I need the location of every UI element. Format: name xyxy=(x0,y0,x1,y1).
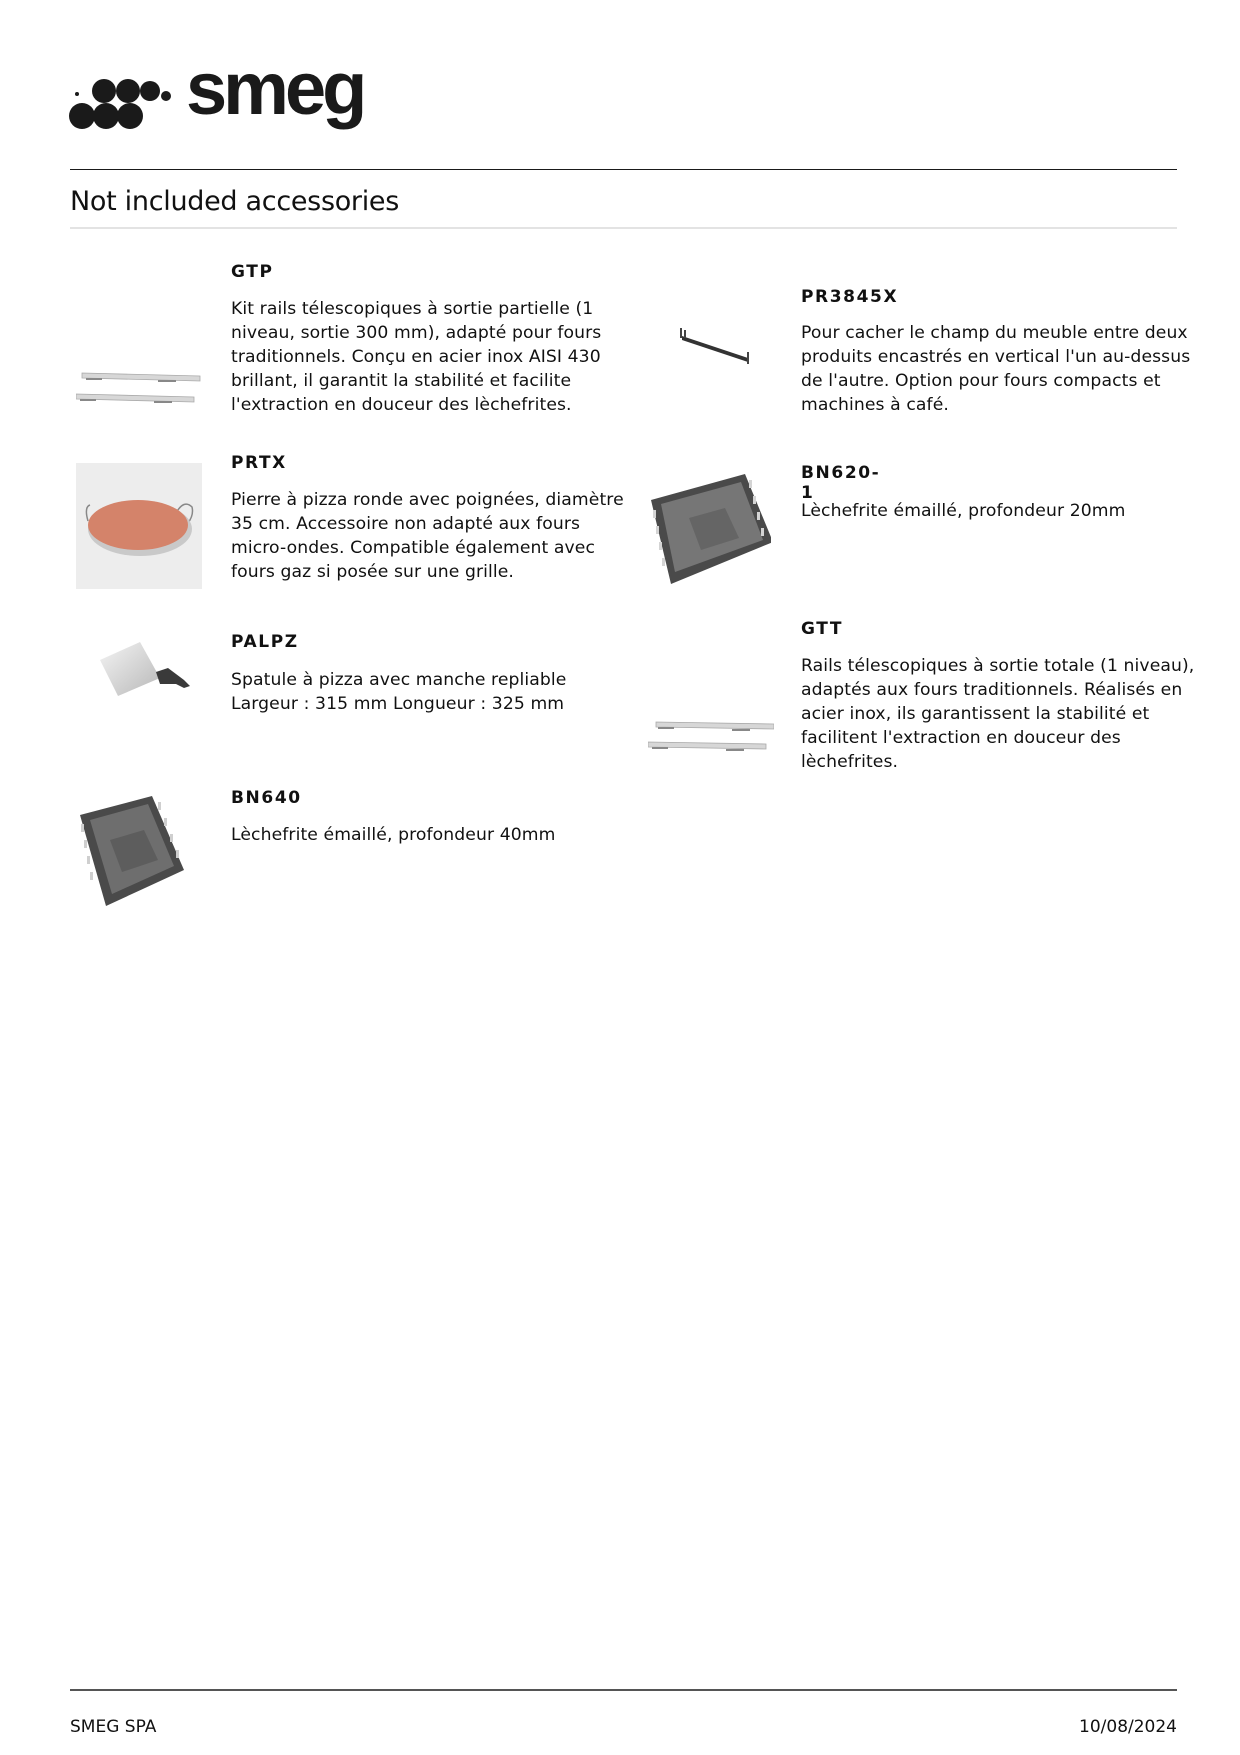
accessory-description: Lèchefrite émaillé, profondeur 20mm xyxy=(801,501,1126,521)
accessory-code: BN640 xyxy=(231,788,302,808)
accessory-code: PALPZ xyxy=(231,632,299,652)
accessory-description: Kit rails télescopiques à sortie partielle (1 niveau, sortie 300 mm), adapté pour fours traditionnels. Conçu en acier inox AISI 430 brillant, il garantit la stabilité et facilite l'extraction en douceur des lèchefrites. xyxy=(231,299,602,415)
accessory-code: PRTX xyxy=(231,453,287,473)
smeg-logo xyxy=(68,47,378,132)
footer-company: SMEG SPA xyxy=(70,1717,157,1737)
telescopic-rails-image xyxy=(76,330,202,456)
accessory-description: Pierre à pizza ronde avec poignées, diamètre 35 cm. Accessoire non adapté aux fours micro-ondes. Compatible également avec fours gaz si posée sur une grille. xyxy=(231,490,624,582)
cover-strip-image xyxy=(668,300,794,426)
pizza-stone-image xyxy=(76,463,202,589)
telescopic-rails-image xyxy=(648,680,774,806)
logo-dots-icon xyxy=(68,66,188,132)
accessory-code: GTP xyxy=(231,262,274,282)
accessory-code: GTT xyxy=(801,619,844,639)
accessory-code: PR3845X xyxy=(801,287,899,307)
enamelled-tray-image xyxy=(645,460,771,586)
title-divider xyxy=(70,227,1177,229)
logo-wordmark: smeg xyxy=(186,47,364,130)
footer-divider xyxy=(70,1689,1177,1691)
accessory-description: Rails télescopiques à sortie totale (1 niveau), adaptés aux fours traditionnels. Réalisés en acier inox, ils garantissent la stabilité et facilitent l'extraction en douceur des lèchefrites. xyxy=(801,656,1195,772)
header-divider xyxy=(70,169,1177,170)
accessory-description: Lèchefrite émaillé, profondeur 40mm xyxy=(231,825,556,845)
accessory-description: Spatule à pizza avec manche repliable Largeur : 315 mm Longueur : 325 mm xyxy=(231,670,567,714)
accessory-description: Pour cacher le champ du meuble entre deux produits encastrés en vertical l'un au-dessus de l'autre. Option pour fours compacts et machines à café. xyxy=(801,323,1191,415)
section-title: Not included accessories xyxy=(70,186,400,217)
pizza-peel-image xyxy=(80,630,206,756)
footer-date: 10/08/2024 xyxy=(1079,1717,1177,1737)
accessory-code: BN620-1 xyxy=(801,463,881,503)
enamelled-tray-image xyxy=(76,790,202,916)
